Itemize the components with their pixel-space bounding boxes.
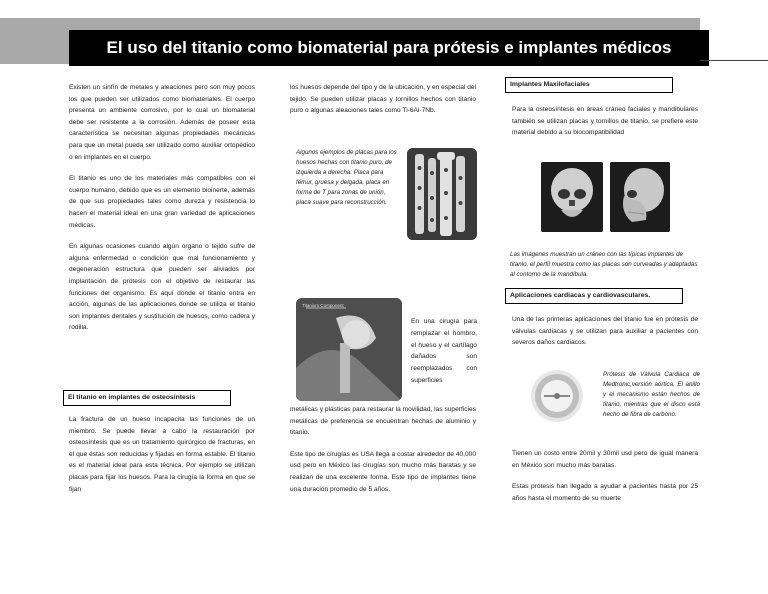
paragraph-shoulder-surfaces: metálicas y plásticas para restaurar la movilidad, las superficies metálicas de preferencia se encuentran hechas de aluminio y titanio. [290,406,476,437]
paragraph-surgery-cost: Este tipo de cirugías es USA llega a costar alrededor de 40,000 usd pero en México las cirugías son mucho más baratas y se realizan de una excelente forma. Este tipo de implantes tiene una duración promedio de 5 años. [290,450,476,493]
shoulder-implant-photo [296,298,402,401]
paragraph-bone-fixation: los huesos depende del tipo y de la ubicación, y en especial del tejido. Se pueden utilizar placas y tornillos hechos con titanio puro o algunas aleaciones tales como Ti-6Al-7Nb. [290,84,476,115]
skull-profile-photo [610,162,670,232]
caption-skull: Las imágenes muestran un cráneo con las típicas implantes de titanio, el perfil muestra como las placas son curveadas y adaptadas al contorno de la mandíbula. [510,251,698,278]
column-middle-lower [290,404,476,505]
caption-valve: Prótesis de Válvula Cardiaca de Medtronic,versión aórtica. El anillo y el mecanismo están hechos de titanio, mientras que el disco está hecho de fibra de carbono. [603,371,700,418]
column-left-lower [69,414,255,505]
paragraph-valve-cost: Tienen un costo entre 20mil y 30mil usd pero de igual manera en México son mucho más baratas. [512,450,698,469]
heading-osteosynthesis: El titanio en implantes de osteosíntesis [63,390,231,406]
paragraph-prosthesis: En algunas ocasiones cuando algún órgano o tejido sufre de alguna enfermedad o condición que mal funcionamiento y degeneración estructura que pueden ser aliviados por implantación de prótesis con el objetivo de restaurar las funciones del organismo. Es aquí donde el titanio entra en acción, algunas de las aplicaciones donde se utiliza el titanio son implantes dentales y sustitución de huesos, como cadera y rodilla. [69,243,255,332]
column-right-lower [512,448,698,514]
caption-bone-plates: Algunos ejemplos de placas para los huesos hechas con titanio puro, de izquierda a derecha: Placa para fémur, gruesa y delgada, placa en forma de T para zonas de unión, placa suave para reconstrucción. [296,149,397,206]
paragraph-valves: Una de las primeras aplicaciones del titanio fue en prótesis de válvulas cardiacas y se utilizan para auxiliar a pacientes con severos daños cardiacos. [512,316,698,347]
column-middle [290,82,476,127]
header-rule [700,60,768,61]
implant-label: Titanium Component [302,303,344,308]
heading-maxillofacial: Implantes Maxilofaciales [505,77,673,93]
page-title: El uso del titanio como biomaterial para prótesis e implantes médicos [69,30,709,66]
heading-cardiac: Aplicaciones cardiacas y cardiovasculares. [505,288,683,304]
column-left [69,82,255,344]
skull-front-photo [541,162,603,232]
paragraph-biomaterials: Existen un sinfín de metales y aleaciones pero son muy pocos los que pueden ser utilizados como biomateriales. El cuerpo presenta un ambiente corrosivo, por lo cual un biomaterial debe ser resistente a la corrosión. Además de poseer esta característica se necesitan algunas propiedades mecánicas para que un metal pueda ser utilizado como auxiliar ortopédico o en implantes en el cuerpo. [69,84,255,161]
bone-plates-photo [407,148,477,240]
paragraph-fracture: La fractura de un hueso incapacita las funciones de un miembro. Se puede llevar a cabo la restauración por osteosíntesis que es un tratamiento quirúrgico de fracturas, en el que éstas son reducidas y fijadas en forma estable. El titanio es el material ideal para esta técnica. Por ejemplo se utilizan placas para fijar los huesos. Para la cirugía la forma en que se fijan [69,416,255,493]
paragraph-shoulder-side: En una cirugía para remplazar el hombro, el hueso y el cartílago dañados son reemplazados con superficies [411,318,477,384]
paragraph-titanium-compatibility: El titanio es uno de los materiales más compatibles con el cuerpo humano, debido que es un elemento bioinerte, además de que sus propiedades tales como dureza y resistencia lo hacen el material ideal en una gran variedad de aplicaciones médicas. [69,175,255,229]
heart-valve-photo [522,366,592,426]
paragraph-maxillofacial: Para la osteosíntesis en áreas cráneo faciales y mandibulares también se utilizan placas y tornillos de titanio, se prefiere este material debido a su biocompatibilidad [512,106,698,137]
paragraph-valve-duration: Estas prótesis han llegado a ayudar a pacientes hasta por 25 años hasta el momento de su muerte [512,483,698,502]
